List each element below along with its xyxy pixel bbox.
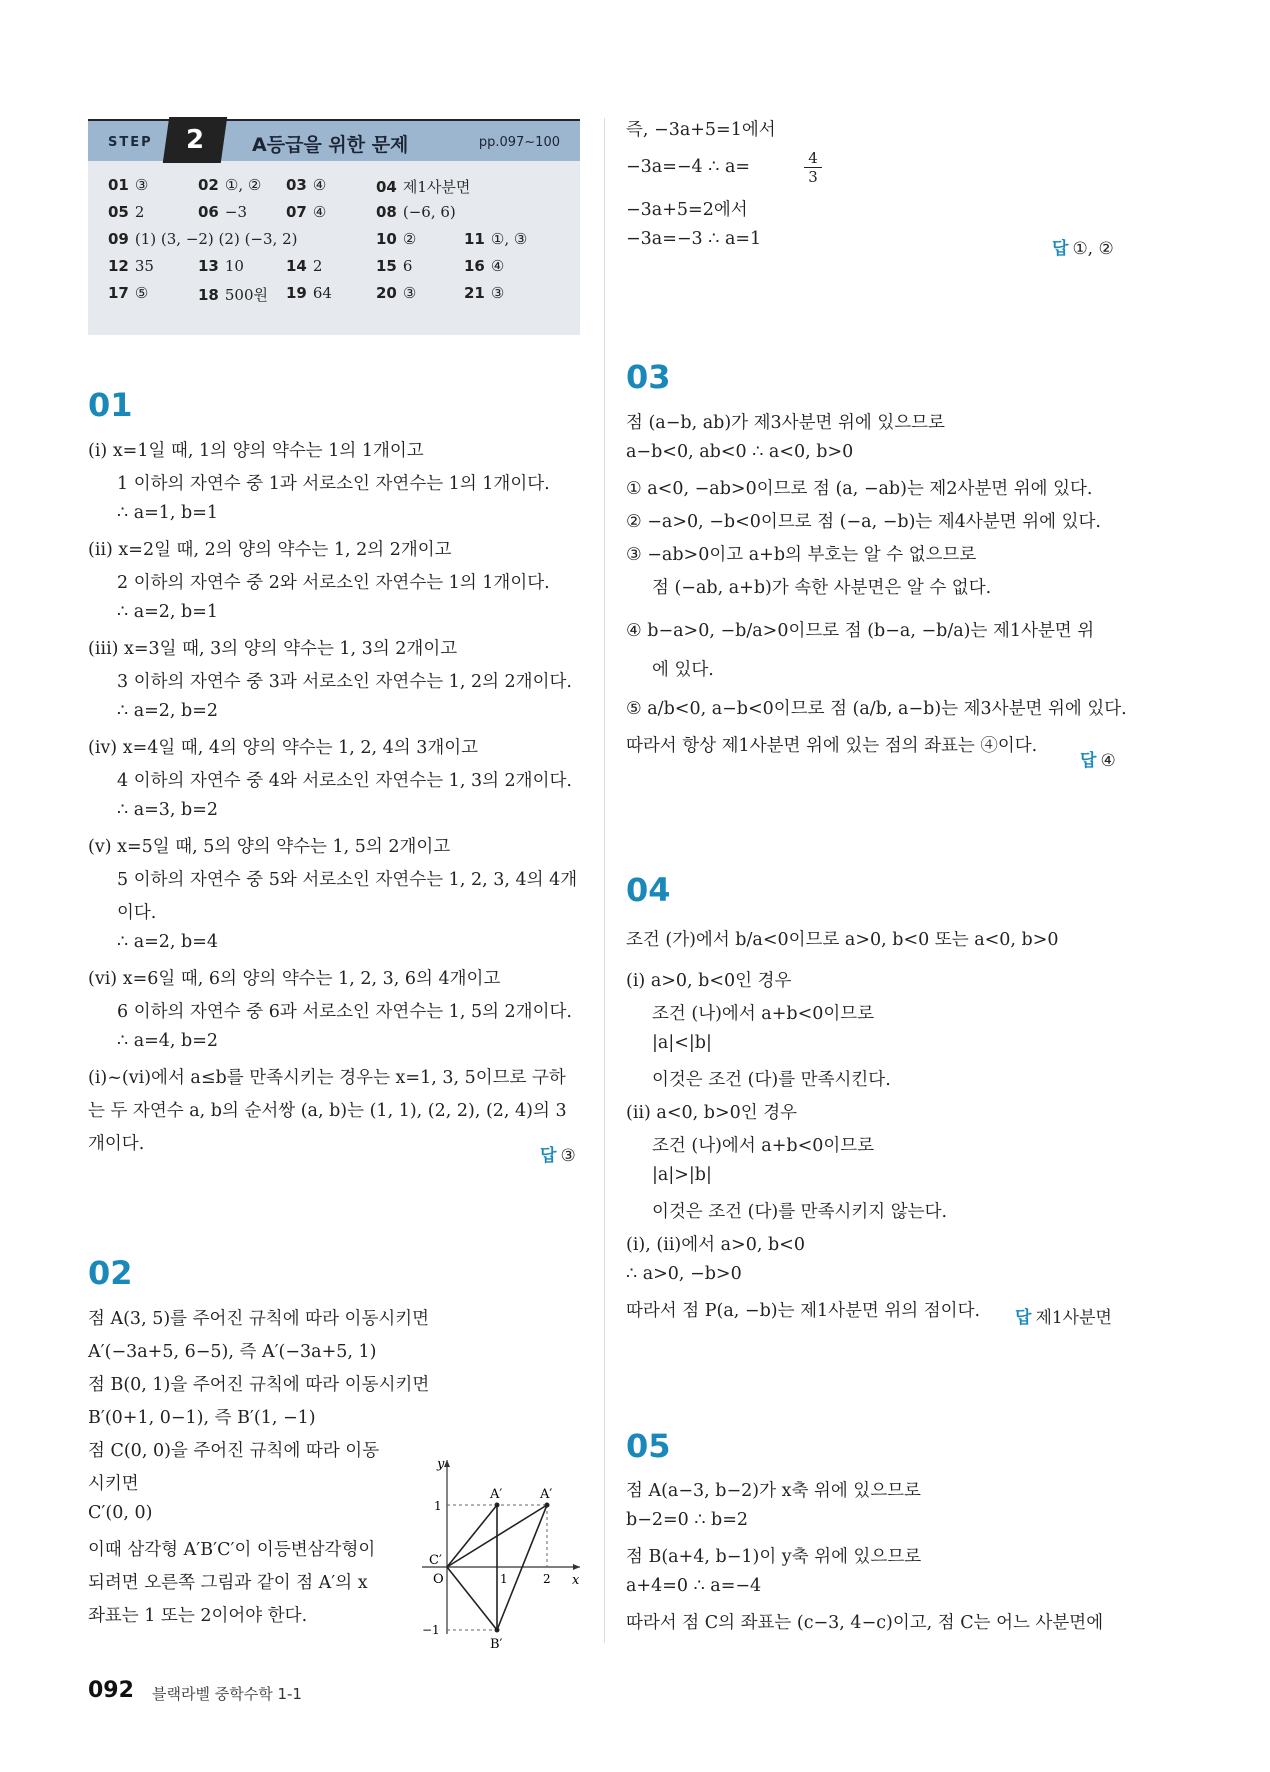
step-pages: pp.097~100 [478, 135, 560, 150]
s01-line: 5 이하의 자연수 중 5와 서로소인 자연수는 1, 2, 3, 4의 4개 [117, 870, 578, 890]
s04-line: 이것은 조건 (다)를 만족시키지 않는다. [652, 1202, 948, 1222]
answer-item: 16 ④ [464, 257, 505, 275]
s01-line: (ⅱ) x=2일 때, 2의 양의 약수는 1, 2의 2개이고 [88, 540, 452, 560]
s04-line: (ⅰ) a>0, b<0인 경우 [626, 971, 792, 991]
graph-b-label: B′ [490, 1637, 503, 1652]
s01-line: 개이다. [88, 1134, 145, 1154]
s01-line: (ⅳ) x=4일 때, 4의 양의 약수는 1, 2, 4의 3개이고 [88, 738, 479, 758]
graph-tick-ym1: −1 [422, 1623, 440, 1637]
s04-line: 조건 (가)에서 b/a<0이므로 a>0, b<0 또는 a<0, b>0 [626, 930, 1059, 950]
triangle-graph [412, 1452, 588, 1652]
answer-item: 11 ①, ③ [464, 230, 528, 248]
s01-line: ∴ a=2, b=2 [117, 701, 219, 721]
answer-item: 13 10 [198, 257, 244, 275]
graph-c-label: C′ [429, 1553, 442, 1568]
s03-line: ① a<0, −ab>0이므로 점 (a, −ab)는 제2사분면 위에 있다. [626, 479, 1093, 499]
s02-line: 시키면 [88, 1474, 139, 1494]
answer-item: 21 ③ [464, 284, 505, 302]
step-title: A등급을 위한 문제 [252, 134, 409, 156]
s02-line: 이때 삼각형 A′B′C′이 이등변삼각형이 [88, 1540, 376, 1560]
s01-line: ∴ a=2, b=1 [117, 602, 219, 622]
s01-line: 2 이하의 자연수 중 2와 서로소인 자연수는 1의 1개이다. [117, 573, 550, 593]
answer-item: 09 (1) (3, −2) (2) (−3, 2) [108, 230, 298, 248]
s05-line: 점 A(a−3, b−2)가 x축 위에 있으므로 [626, 1481, 921, 1501]
s01-line: 이다. [117, 903, 157, 923]
s01-line: ∴ a=2, b=4 [117, 932, 219, 952]
step-header-bar [88, 119, 580, 161]
section-title-05: 05 [626, 1427, 671, 1465]
s03-line: 점 (−ab, a+b)가 속한 사분면은 알 수 없다. [652, 578, 992, 598]
s03-line: ⑤ a/b<0, a−b<0이므로 점 (a/b, a−b)는 제3사분면 위에 있다. [626, 699, 1127, 719]
s01-line: (ⅴ) x=5일 때, 5의 양의 약수는 1, 5의 2개이고 [88, 837, 451, 857]
s02cont-line: −3a=−3 ∴ a=1 [626, 229, 762, 249]
fraction-4-3: 4 3 [804, 149, 822, 186]
s01-line: ∴ a=1, b=1 [117, 503, 219, 523]
answer-item: 06 −3 [198, 203, 247, 221]
s04-line: 조건 (나)에서 a+b<0이므로 [652, 1136, 875, 1156]
step-label: STEP [108, 135, 153, 150]
s04-line: 이것은 조건 (다)를 만족시킨다. [652, 1070, 891, 1090]
section-title-03: 03 [626, 358, 671, 396]
s02-line: 점 B(0, 1)을 주어진 규칙에 따라 이동시키면 [88, 1375, 430, 1395]
answer-item: 18 500원 [198, 286, 268, 304]
s02cont-line: 즉, −3a+5=1에서 [626, 120, 776, 140]
s04-line: (ⅰ), (ⅱ)에서 a>0, b<0 [626, 1235, 805, 1255]
s01-line: 는 두 자연수 a, b의 순서쌍 (a, b)는 (1, 1), (2, 2), (2, 4)의 3 [88, 1101, 567, 1121]
s03-line: 따라서 항상 제1사분면 위에 있는 점의 좌표는 ④이다. [626, 736, 1038, 756]
answer-item: 05 2 [108, 203, 145, 221]
section-04-answer: 답 제1사분면 [1015, 1308, 1112, 1328]
graph-tick-y1: 1 [434, 1499, 442, 1513]
s01-line: 4 이하의 자연수 중 4와 서로소인 자연수는 1, 3의 2개이다. [117, 771, 572, 791]
graph-a1-label: A′ [490, 1487, 503, 1502]
s01-line: (ⅰ)~(ⅵ)에서 a≤b를 만족시키는 경우는 x=1, 3, 5이므로 구하 [88, 1068, 566, 1088]
s02-line: A′(−3a+5, 6−5), 즉 A′(−3a+5, 1) [88, 1342, 377, 1362]
s05-line: a+4=0 ∴ a=−4 [626, 1576, 762, 1596]
graph-tick-x1: 1 [500, 1572, 508, 1586]
graph-tick-x2: 2 [543, 1572, 551, 1586]
section-title-04: 04 [626, 871, 671, 909]
s01-line: 3 이하의 자연수 중 3과 서로소인 자연수는 1, 2의 2개이다. [117, 672, 572, 692]
s02-line: 점 A(3, 5)를 주어진 규칙에 따라 이동시키면 [88, 1309, 430, 1329]
s01-line: ∴ a=4, b=2 [117, 1031, 219, 1051]
s02cont-line: −3a+5=2에서 [626, 200, 748, 220]
answer-item: 03 ④ [286, 176, 327, 194]
answer-item: 15 6 [376, 257, 413, 275]
graph-origin-label: O [433, 1572, 444, 1587]
s04-line: |a|>|b| [652, 1165, 712, 1185]
s04-line: 따라서 점 P(a, −b)는 제1사분면 위의 점이다. [626, 1301, 981, 1321]
answer-item: 02 ①, ② [198, 176, 262, 194]
s01-line: 6 이하의 자연수 중 6과 서로소인 자연수는 1, 5의 2개이다. [117, 1002, 572, 1022]
s01-line: (ⅰ) x=1일 때, 1의 양의 약수는 1의 1개이고 [88, 441, 424, 461]
s02-line: 점 C(0, 0)을 주어진 규칙에 따라 이동 [88, 1441, 380, 1461]
s03-line: ③ −ab>0이고 a+b의 부호는 알 수 없으므로 [626, 545, 977, 565]
answer-item: 20 ③ [376, 284, 417, 302]
answer-item: 17 ⑤ [108, 284, 149, 302]
book-title: 블랙라벨 중학수학 1-1 [152, 1685, 302, 1703]
s02-line: B′(0+1, 0−1), 즉 B′(1, −1) [88, 1408, 316, 1428]
s03-line: a−b<0, ab<0 ∴ a<0, b>0 [626, 442, 854, 462]
answer-item: 12 35 [108, 257, 154, 275]
answer-item: 08 (−6, 6) [376, 203, 456, 221]
section-01-answer: 답 ③ [540, 1146, 576, 1166]
s01-line: (ⅵ) x=6일 때, 6의 양의 약수는 1, 2, 3, 6의 4개이고 [88, 969, 501, 989]
section-02-answer: 답 ①, ② [1052, 239, 1114, 259]
s04-line: |a|<|b| [652, 1033, 712, 1053]
s01-line: (ⅲ) x=3일 때, 3의 양의 약수는 1, 3의 2개이고 [88, 639, 458, 659]
s05-line: 점 B(a+4, b−1)이 y축 위에 있으므로 [626, 1547, 922, 1567]
section-title-01: 01 [88, 386, 133, 424]
s02cont-line: −3a=−4 ∴ a= [626, 157, 751, 177]
s02-line: C′(0, 0) [88, 1503, 153, 1523]
answer-item: 14 2 [286, 257, 323, 275]
s03-line: 에 있다. [652, 660, 714, 680]
s05-line: b−2=0 ∴ b=2 [626, 1510, 749, 1530]
graph-x-label: x [572, 1573, 580, 1588]
graph-y-label: y [437, 1457, 445, 1472]
s03-line: ② −a>0, −b<0이므로 점 (−a, −b)는 제4사분면 위에 있다. [626, 512, 1101, 532]
answer-item: 01 ③ [108, 176, 149, 194]
answer-item: 07 ④ [286, 203, 327, 221]
s04-line: ∴ a>0, −b>0 [626, 1264, 742, 1284]
graph-a2-label: A′ [540, 1487, 553, 1502]
answer-item: 19 64 [286, 284, 332, 302]
section-title-02: 02 [88, 1254, 133, 1292]
s03-line: 점 (a−b, ab)가 제3사분면 위에 있으므로 [626, 413, 945, 433]
answer-item: 10 ② [376, 230, 417, 248]
answer-item: 04 제1사분면 [376, 178, 471, 196]
s04-line: (ⅱ) a<0, b>0인 경우 [626, 1103, 798, 1123]
s02-line: 되려면 오른쪽 그림과 같이 점 A′의 x [88, 1573, 368, 1593]
s03-line: ④ b−a>0, −b/a>0이므로 점 (b−a, −b/a)는 제1사분면 위 [626, 621, 1095, 641]
page-number: 092 [88, 1678, 134, 1703]
s04-line: 조건 (나)에서 a+b<0이므로 [652, 1004, 875, 1024]
step-number-badge: 2 [163, 117, 227, 163]
column-divider [604, 118, 605, 1643]
s02-line: 좌표는 1 또는 2이어야 한다. [88, 1606, 308, 1626]
section-03-answer: 답 ④ [1080, 751, 1116, 771]
answer-summary-box [88, 119, 580, 335]
s05-line: 따라서 점 C의 좌표는 (c−3, 4−c)이고, 점 C는 어느 사분면에 [626, 1613, 1104, 1633]
s01-line: 1 이하의 자연수 중 1과 서로소인 자연수는 1의 1개이다. [117, 474, 550, 494]
s01-line: ∴ a=3, b=2 [117, 800, 219, 820]
